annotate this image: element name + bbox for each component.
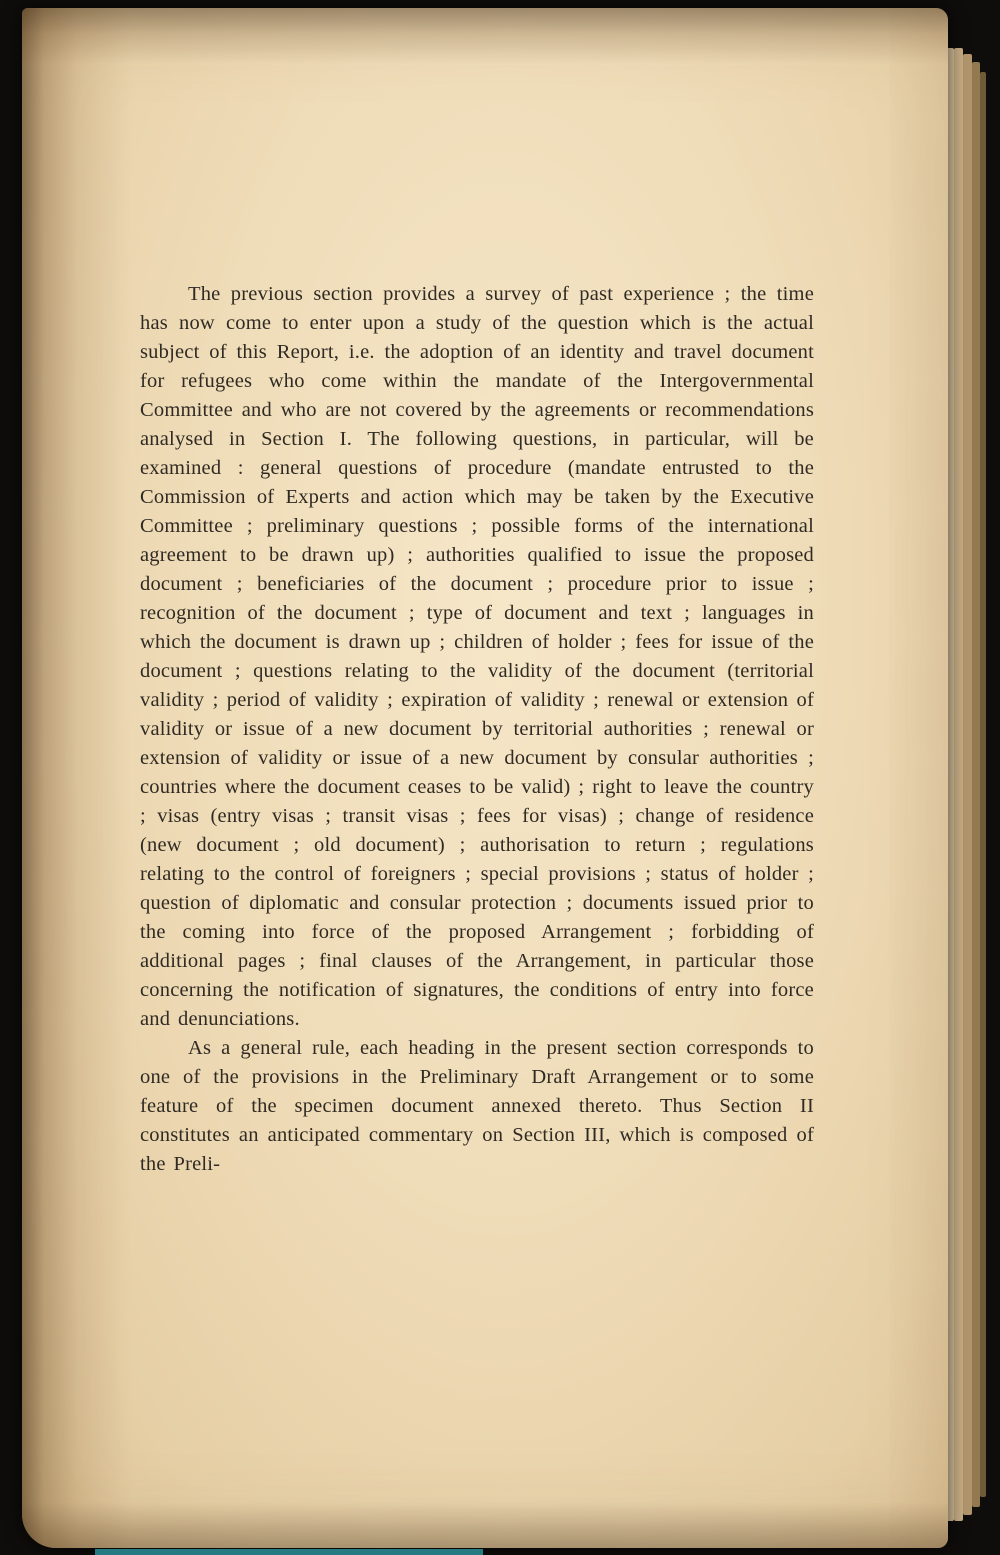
page-edge: [954, 48, 963, 1521]
scanner-artifact-strip: [95, 1549, 483, 1555]
page-top-shadow: [22, 8, 948, 64]
page-text-block: [140, 280, 814, 1179]
page-edge: [972, 62, 980, 1507]
paragraph-1: The previous section provides a survey of past experience ; the time has now come to enter upon a study of the question which is the actual subject of this Report, i.e. the adoption of an identity and travel document for refugees who come within the mandate of the Intergovernmental Committee and who are not covered by the agreements or recommendations analysed in Section I. The following questions, in particular, will be examined : general questions of procedure (mandate entrusted to the Commission of Experts and action which may be taken by the Executive Committee ; preliminary questions ; possible forms of the international agreement to be drawn up) ; authorities qualified to issue the proposed document ; beneficiaries of the document ; procedure prior to issue ; recognition of the document ; type of document and text ; languages in which the document is drawn up ; children of holder ; fees for issue of the document ; questions relating to the validity of the document (territorial validity ; period of validity ; expiration of validity ; renewal or extension of validity or issue of a new document by territorial authorities ; renewal or extension of validity or issue of a new document by consular authorities ; countries where the document ceases to be valid) ; right to leave the country ; visas (entry visas ; transit visas ; fees for visas) ; change of residence (new document ; old document) ; authorisation to return ; regulations relating to the control of foreigners ; special provisions ; status of holder ; question of diplomatic and consular protection ; documents issued prior to the coming into force of the proposed Arrangement ; forbidding of additional pages ; final clauses of the Arrangement, in particular those concerning the notification of signatures, the conditions of entry into force and denunciations.: [140, 283, 814, 1030]
book-page: [22, 8, 948, 1548]
binding-gutter-shadow: [22, 8, 132, 1548]
page-edge: [963, 54, 972, 1515]
page-edges-stack: [942, 42, 994, 1527]
paragraph-2: As a general rule, each heading in the present section corresponds to one of the provisions in the Preliminary Draft Arrangement or to some feature of the specimen document annexed thereto. Thus Section II constitutes an anticipated commentary on Section III, which is composed of the Preli-: [140, 1037, 814, 1175]
page-bottom-shadow: [22, 1502, 948, 1548]
page-edge: [980, 72, 986, 1497]
